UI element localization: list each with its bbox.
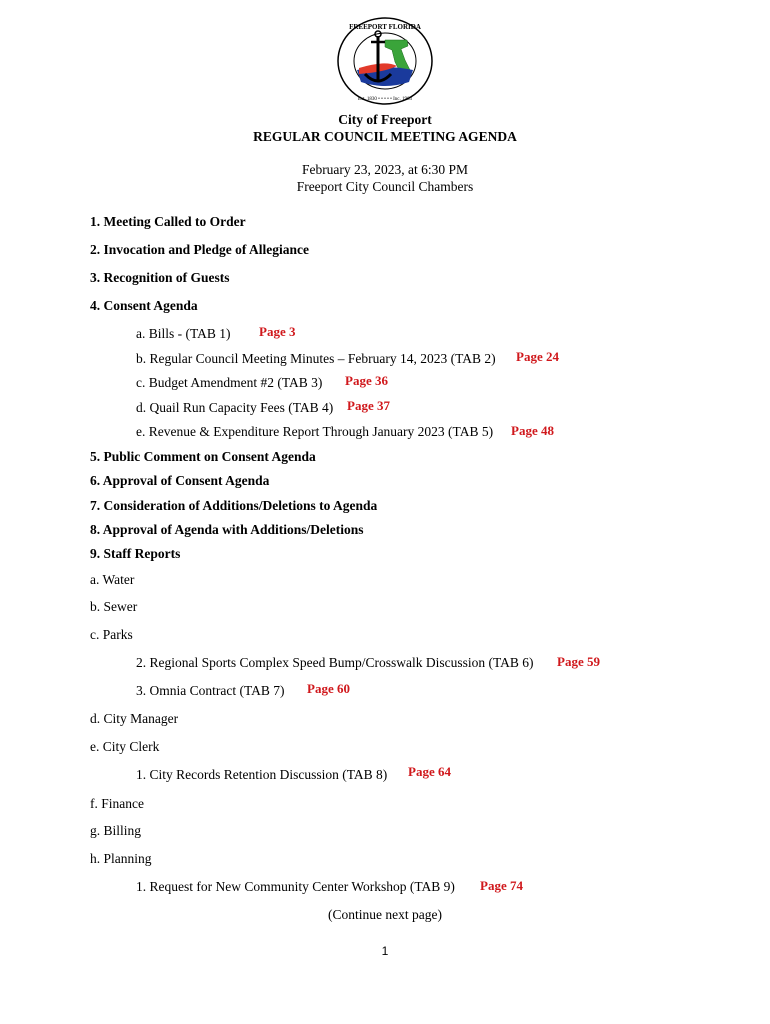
staff-report-finance: f. Finance [90,796,144,811]
clerk-item-1: 1. City Records Retention Discussion (TAB 8) [136,767,388,782]
svg-text:Est. 1830 • • • • • Inc. 1963: Est. 1830 • • • • • Inc. 1963 [357,97,413,102]
svg-text:FREEPORT FLORIDA: FREEPORT FLORIDA [349,23,421,31]
agenda-item-4d: d. Quail Run Capacity Fees (TAB 4) [136,400,334,415]
planning-item-1: 1. Request for New Community Center Workshop (TAB 9) [136,879,455,894]
parks-item-2: 2. Regional Sports Complex Speed Bump/Crosswalk Discussion (TAB 6) [136,655,534,670]
page-link-4d[interactable]: Page 37 [347,398,390,413]
agenda-title: REGULAR COUNCIL MEETING AGENDA [253,129,517,144]
staff-report-parks: c. Parks [90,627,133,642]
agenda-item-3: 3. Recognition of Guests [90,270,230,285]
page-link-9h1[interactable]: Page 74 [480,878,523,893]
agenda-item-4b: b. Regular Council Meeting Minutes – February 14, 2023 (TAB 2) [136,351,496,366]
page-link-4e[interactable]: Page 48 [511,423,554,438]
page-link-4a[interactable]: Page 3 [259,324,296,339]
meeting-location: Freeport City Council Chambers [296,179,474,194]
agenda-item-9: 9. Staff Reports [90,546,181,561]
agenda-item-8: 8. Approval of Agenda with Additions/Deletions [90,522,364,537]
staff-report-planning: h. Planning [90,851,152,866]
agenda-item-1: 1. Meeting Called to Order [90,214,246,229]
staff-report-billing: g. Billing [90,823,142,838]
page-link-9e1[interactable]: Page 64 [408,764,451,779]
staff-report-city-manager: d. City Manager [90,711,179,726]
agenda-item-4e: e. Revenue & Expenditure Report Through January 2023 (TAB 5) [136,424,494,439]
staff-report-sewer: b. Sewer [90,599,138,614]
agenda-item-5: 5. Public Comment on Consent Agenda [90,449,316,464]
page-link-9c3[interactable]: Page 60 [307,681,350,696]
continue-note: (Continue next page) [328,907,442,922]
page-link-9c2[interactable]: Page 59 [557,654,600,669]
page-link-4b[interactable]: Page 24 [516,349,559,364]
staff-report-water: a. Water [90,572,135,587]
city-name: City of Freeport [338,112,432,127]
meeting-date: February 23, 2023, at 6:30 PM [301,162,469,177]
agenda-item-4c: c. Budget Amendment #2 (TAB 3) [136,375,323,390]
agenda-item-4: 4. Consent Agenda [90,298,198,313]
agenda-item-7: 7. Consideration of Additions/Deletions to Agenda [90,498,378,513]
page-number: 1 [381,944,389,958]
agenda-item-6: 6. Approval of Consent Agenda [90,473,270,488]
parks-item-3: 3. Omnia Contract (TAB 7) [136,683,285,698]
staff-report-city-clerk: e. City Clerk [90,739,160,754]
city-seal-logo [335,16,435,106]
agenda-item-4a: a. Bills - (TAB 1) [136,326,231,341]
agenda-item-2: 2. Invocation and Pledge of Allegiance [90,242,309,257]
page-link-4c[interactable]: Page 36 [345,373,388,388]
